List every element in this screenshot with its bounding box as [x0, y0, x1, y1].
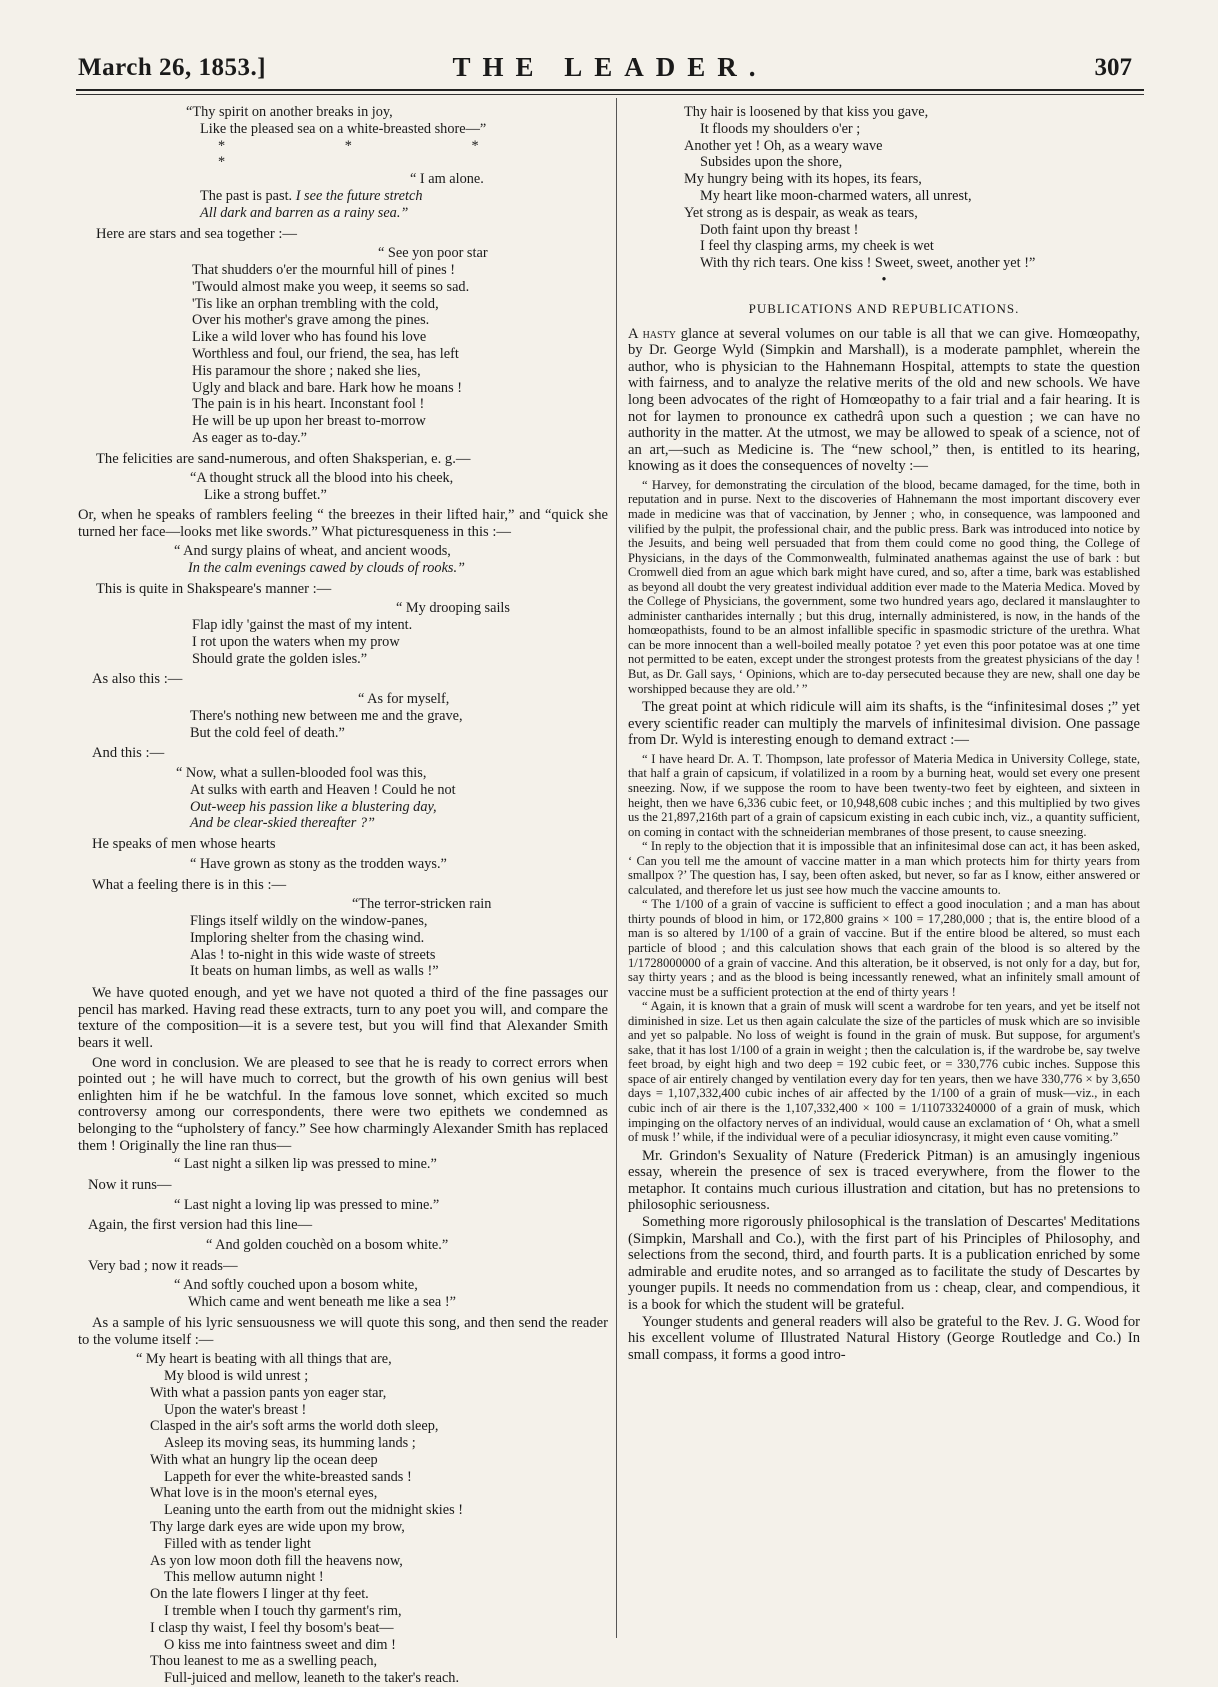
- verse-line: Lappeth for ever the white-breasted sands !: [164, 1468, 412, 1485]
- paragraph: Or, when he speaks of ramblers feeling “ the breezes in their lifted hair,” and “quick she turned her face—looks met like swords.” What picturesqueness in this :—: [78, 506, 608, 540]
- page-number: 307: [1094, 54, 1132, 81]
- verse-line: I tremble when I touch thy garment's rim,: [164, 1603, 402, 1620]
- paragraph: He speaks of men whose hearts: [92, 836, 276, 853]
- verse-line: 'Tis like an orphan trembling with the cold,: [192, 295, 439, 312]
- verse-line: As eager as to-day.”: [192, 429, 307, 446]
- verse-line: “ And softly couched upon a bosom white,: [174, 1277, 418, 1294]
- verse-line: With what an hungry lip the ocean deep: [150, 1451, 378, 1468]
- quote-paragraph: “ In reply to the objection that it is impossible that an infinitesimal dose can act, it has been asked, ‘ Can you tell me the amount of vaccine matter in a man which protects him for thirty years from smallpox ?’ The question has, I say, been often asked, but never, so far as I know, either answered or calculated, and therefore let us just see how much the vaccine amounts to.: [628, 839, 1140, 897]
- verse-line: “ Last night a loving lip was pressed to mine.”: [174, 1196, 440, 1213]
- verse-line: I rot upon the waters when my prow: [192, 633, 400, 650]
- paragraph: We have quoted enough, and yet we have not quoted a third of the fine passages our pencil has marked. Having read these extracts, turn to any poet you will, and compare the texture of the composition—it is a severe test, but you will find that Alexander Smith bears it well.: [78, 985, 608, 1051]
- verse-line: “ My drooping sails: [396, 600, 510, 617]
- verse-line: “ My heart is beating with all things that are,: [136, 1351, 392, 1368]
- verse-line: Thy large dark eyes are wide upon my brow,: [150, 1519, 405, 1536]
- paragraph: The great point at which ridicule will aim its shafts, is the “infinitesimal doses ;” yet every scientific reader can multiply the marvels of infinitesimal division. One passage from Dr. Wyld is interesting enough to demand extract :—: [628, 699, 1140, 749]
- verse-line: “ As for myself,: [358, 691, 450, 708]
- verse-line: I clasp thy waist, I feel thy bosom's beat—: [150, 1619, 394, 1636]
- column-divider: [616, 98, 617, 1638]
- paragraph: Here are stars and sea together :—: [96, 225, 297, 242]
- verse-line: As yon low moon doth fill the heavens now,: [150, 1552, 403, 1569]
- verse-line: Like a wild lover who has found his love: [192, 329, 427, 346]
- poem-excerpt-5: [78, 600, 608, 667]
- verse-line: Clasped in the air's soft arms the world doth sleep,: [150, 1418, 439, 1435]
- paragraph: Again, the first version had this line—: [88, 1217, 313, 1234]
- verse-line: There's nothing new between me and the grave,: [190, 707, 463, 724]
- verse-line: Alas ! to-night in this wide waste of streets: [190, 946, 436, 963]
- drop-smallcaps: A hasty: [628, 325, 676, 342]
- verse-line: His paramour the shore ; naked she lies,: [192, 362, 421, 379]
- verse-line: Subsides upon the shore,: [700, 154, 843, 171]
- verse-line: Imploring shelter from the chasing wind.: [190, 929, 425, 946]
- verse-line: Like a strong buffet.”: [204, 487, 327, 504]
- poem-excerpt-3: [78, 470, 608, 504]
- verse-line: Upon the water's breast !: [164, 1401, 307, 1418]
- poem-excerpt-4: [78, 543, 608, 577]
- newspaper-title: THE LEADER.: [452, 52, 768, 82]
- poem-excerpt-2: [78, 245, 608, 447]
- verse-line: Should grate the golden isles.”: [192, 650, 368, 667]
- paragraph: Mr. Grindon's Sexuality of Nature (Frederick Pitman) is an amusingly ingenious essay, wherein the presence of sex is traced everywhere, from the flower to the metaphor. It contains much curious illustration and citation, but has no pretensions to philosophic seriousness.: [628, 1147, 1140, 1214]
- verse-line: He will be up upon her breast to-morrow: [192, 413, 426, 430]
- verse-line: With thy rich tears. One kiss ! Sweet, sweet, another yet !”: [700, 255, 1036, 272]
- verse-line: Leaning unto the earth from out the midnight skies !: [164, 1502, 463, 1519]
- paragraph: Very bad ; now it reads—: [88, 1257, 238, 1274]
- section-heading: PUBLICATIONS AND REPUBLICATIONS.: [748, 300, 1020, 316]
- verse-line-italic: I see the future stretch: [295, 187, 423, 204]
- verse-line: Flap idly 'gainst the mast of my intent.: [192, 617, 413, 634]
- masthead-rule-thin: [76, 94, 1144, 95]
- paragraph: Younger students and general readers will also be grateful to the Rev. J. G. Wood for his excellent volume of Illustrated Natural History (George Routledge and Co.) In small compass, it forms a good intro-: [628, 1313, 1140, 1363]
- verse-line: Doth faint upon thy breast !: [700, 221, 859, 238]
- paragraph: And this :—: [92, 745, 165, 762]
- paragraph: As a sample of his lyric sensuousness we will quote this song, and then send the reader to the volume itself :—: [78, 1314, 608, 1348]
- verse-line: Full-juiced and mellow, leaneth to the taker's reach.: [164, 1670, 460, 1687]
- verse-line: “ Have grown as stony as the trodden ways.”: [190, 855, 447, 872]
- verse-line-italic: And be clear-skied thereafter ?”: [190, 815, 375, 832]
- verse-line: Thou leanest to me as a swelling peach,: [150, 1653, 378, 1670]
- verse-line: “The terror-stricken rain: [352, 896, 492, 913]
- paragraph: One word in conclusion. We are pleased to see that he is ready to correct errors when pointed out ; he will have much to correct, but the growth of his own genius will best enlighten him if he be watchful. In the famous love sonnet, which excited so much controversy among our correspondents, there were two epithets we condemned as belonging to the “upholstery of fancy.” See how charmingly Alexander Smith has replaced them ! Originally the line ran thus—: [78, 1054, 608, 1154]
- verse-line: With what a passion pants yon eager star,: [150, 1384, 387, 1401]
- paragraph: As also this :—: [92, 671, 183, 688]
- quote-paragraph: “ Again, it is known that a grain of musk will scent a wardrobe for ten years, and yet be itself not diminished in size. Let us then again calculate the size of the particles of musk which are so invisible and yet so palpable. No loss of weight is found in the grain of musk. But suppose, for argument's sake, that it has lost 1/100 of a grain in weight ; then the calculation is, if the wardrobe be, say twelve feet broad, by eight high and two deep = 192 cubic feet, or = 330,776 cubic inches. Suppose this space of air entirely changed by ventilation every day for ten years, then we have 330,776 × by 3,650 days = 1,107,332,400 cubic inches of air affected by the 1/100 of a grain of musk—viz., in each cubic inch of air there is the 1,107,332,400 × 100 = 1/110733240000 of a grain of musk, which impinging on the olfactory nerves of an individual, would cause an exclamation of ‘ Oh, what a smell of musk !’ while, if the individual were of a peculiar idiosyncrasy, it might even cause vomiting.”: [628, 999, 1140, 1145]
- poem-excerpt-9: [78, 896, 608, 980]
- verse-line: On the late flowers I linger at thy feet.: [150, 1586, 369, 1603]
- verse-line: “ Last night a silken lip was pressed to mine.”: [174, 1156, 437, 1173]
- verse-line: “Thy spirit on another breaks in joy,: [186, 104, 393, 120]
- verse-line: My hungry being with its hopes, its fears,: [684, 171, 922, 188]
- poem-excerpt-6: [78, 691, 608, 741]
- verse-line: “ And golden couchèd on a bosom white.”: [206, 1236, 449, 1253]
- song-continued: [628, 104, 1140, 272]
- paragraph-lead: [628, 326, 1140, 475]
- verse-line: Worthless and foul, our friend, the sea, has left: [192, 345, 459, 362]
- verse-line: “ And surgy plains of wheat, and ancient woods,: [174, 543, 451, 560]
- verse-line: Flings itself wildly on the window-panes,: [190, 913, 428, 930]
- paragraph: What a feeling there is in this :—: [92, 876, 287, 893]
- masthead: [70, 50, 1150, 90]
- verse-line: This mellow autumn night !: [164, 1569, 324, 1586]
- poem-excerpt-1: [78, 104, 608, 222]
- verse-line: Which came and went beneath me like a sea !”: [188, 1294, 456, 1311]
- quote-paragraph: “ I have heard Dr. A. T. Thompson, late professor of Materia Medica in University College, state, that half a grain of capsicum, if volatilized in a room by a burning heat, would set every one present sneezing. Now, if we suppose the room to have been twenty-two feet by eighteen, and sixteen in height, then we have 6,336 cubic feet, or 10,948,608 cubic inches ; and this multiplied by two gives us the 21,897,216th part of a grain of capsicum existing in each cubic inch, viz., a quantity sufficient, on coming in contact with the schneiderian membranes of those present, to cause sneezing.: [628, 751, 1140, 839]
- verse-line: “ Now, what a sullen-blooded fool was this,: [176, 765, 427, 782]
- paragraph: This is quite in Shakspeare's manner :—: [96, 580, 332, 597]
- verse-line: “A thought struck all the blood into his cheek,: [190, 470, 454, 487]
- verse-line: It beats on human limbs, as well as walls !”: [190, 963, 439, 980]
- paragraph: Now it runs—: [88, 1176, 172, 1193]
- verse-line: Filled with as tender light: [164, 1535, 311, 1552]
- quote-paragraph: “ Harvey, for demonstrating the circulation of the blood, became damaged, for the time, both in reputation and in purse. Next to the discoveries of Hahnemann the most important discovery ever made in medicine was that of vaccination, by Jenner ; who, in consequence, was lampooned and vilified by the pulpit, the professional chair, and the public press. Bark was introduced into notice by the Jesuits, and being well persuaded that from them could come no good thing, the College of Physicians, in the days of the Commonwealth, fulminated anathemas against the use of bark : but Cromwell died from an ague which bark might have cured, and so, after a time, bark was established as beyond all doubt the very greatest individual addition ever made to the Materia Medica. Moved by the College of Physicians, the government, some two hundred years ago, declared it manslaughter to administer cantharides internally ; but this drug, internally administered, is now, in the hands of the homœopathists, found to be an almost infallible specific in spasmodic stricture of the urethra. What can be more innocent than a well-boiled meally potatoe ? yet even this poor potatoe was at one time not permitted to be eaten, except under the strongest protests from the greatest physicians of the day ! But, as Dr. Gall says, ‘ Opinions, which are to-day persecuted because they are new, shall one day be worshipped because they are old.’ ”: [628, 477, 1140, 696]
- paragraph: The felicities are sand-numerous, and often Shaksperian, e. g.—: [96, 450, 471, 467]
- verse-line: “ See yon poor star: [378, 245, 488, 262]
- song: [78, 1351, 608, 1687]
- verse-line: Like the pleased sea on a white-breasted shore—”: [200, 120, 487, 137]
- verse-line-italic: All dark and barren as a rainy sea.”: [200, 204, 409, 221]
- verse-line-italic: In the calm evenings cawed by clouds of rooks.”: [188, 559, 466, 576]
- verse-line: What love is in the moon's eternal eyes,: [150, 1485, 378, 1502]
- verse-line: The past is past.: [200, 187, 296, 204]
- verse-line: The pain is in his heart. Inconstant fool !: [192, 396, 425, 413]
- verse-line: It floods my shoulders o'er ;: [700, 120, 861, 137]
- right-column: [628, 104, 1140, 1363]
- verse-line: O kiss me into faintness sweet and dim !: [164, 1636, 396, 1653]
- verse-line: Over his mother's grave among the pines.: [192, 312, 430, 329]
- verse-line: That shudders o'er the mournful hill of pines !: [192, 261, 456, 278]
- masthead-rule: [76, 89, 1144, 91]
- verse-line: Thy hair is loosened by that kiss you gave,: [684, 104, 929, 120]
- verse-line: I feel thy clasping arms, my cheek is wet: [700, 238, 934, 255]
- quote-paragraph: “ The 1/100 of a grain of vaccine is sufficient to effect a good inoculation ; and a man has about thirty pounds of blood in him, or 172,800 grains × 100 = 17,280,000 ; that is, the entire blood of a man is so altered by 1/100 of a grain of vaccine. But if the entire blood be altered, so must each particle of blood ; and this calculation shows that each grain of the blood is so altered by the 1/1728000000 of a grain of vaccine. And this alteration, be it observed, is not only for a day, but for, say thirty years ; and as the blood is being incessantly renewed, what an infinitely small amount of vaccine must be a sufficient protection at the end of thirty years !: [628, 897, 1140, 999]
- verse-line: Another yet ! Oh, as a weary wave: [684, 137, 883, 154]
- paragraph: Something more rigorously philosophical is the translation of Descartes' Meditations (Simpkin, Marshall and Co.), with the first part of his Principles of Philosophy, and selections from the second, third, and fourth parts. It is a publication enriched by some admirable and erudite notes, and so arranged as to facilitate the study of Descartes by younger pupils. It needs no commendation from us : cheap, clear, and compendious, it is a book for which the student will be grateful.: [628, 1214, 1140, 1313]
- verse-line: “ I am alone.: [410, 171, 484, 188]
- verse-line: At sulks with earth and Heaven ! Could he not: [190, 781, 456, 798]
- left-column: [78, 104, 608, 1687]
- verse-line: But the cold feel of death.”: [190, 724, 345, 741]
- issue-date: March 26, 1853.]: [78, 54, 267, 81]
- verse-line: My blood is wild unrest ;: [164, 1367, 309, 1384]
- verse-line: Asleep its moving seas, its humming lands ;: [164, 1435, 416, 1452]
- section-bullet: •: [881, 271, 887, 288]
- poem-excerpt-7: [78, 765, 608, 832]
- asterism: * * * *: [218, 137, 537, 171]
- paragraph: glance at several volumes on our table is all that we can give. Homœopathy, by Dr. George Wyld (Simpkin and Marshall), is a moderate pamphlet, wherein the author, who is physician to the Hahnemann Hospital, attempts to state the question with fairness, and to analyze the relative merits of the old and new schools. We have long been advocates of the right of Homœopathy to a fair trial and a fair hearing. It is not for laymen to pronounce ex cathedrâ upon such a question ; we can have no authority in the matter. At the utmost, we may be allowed to speak of a science, not of an art,—such as Medicine is. The “new school,” then, is entitled to its hearing, knowing as it does the consequences of novelty :—: [628, 325, 1140, 475]
- verse-line: My heart like moon-charmed waters, all unrest,: [700, 187, 972, 204]
- verse-line: 'Twould almost make you weep, it seems so sad.: [192, 278, 470, 295]
- verse-line: Yet strong as is despair, as weak as tears,: [684, 204, 918, 221]
- verse-line-italic: Out-weep his passion like a blustering day,: [190, 798, 437, 815]
- verse-line: Ugly and black and bare. Hark how he moans !: [192, 379, 462, 396]
